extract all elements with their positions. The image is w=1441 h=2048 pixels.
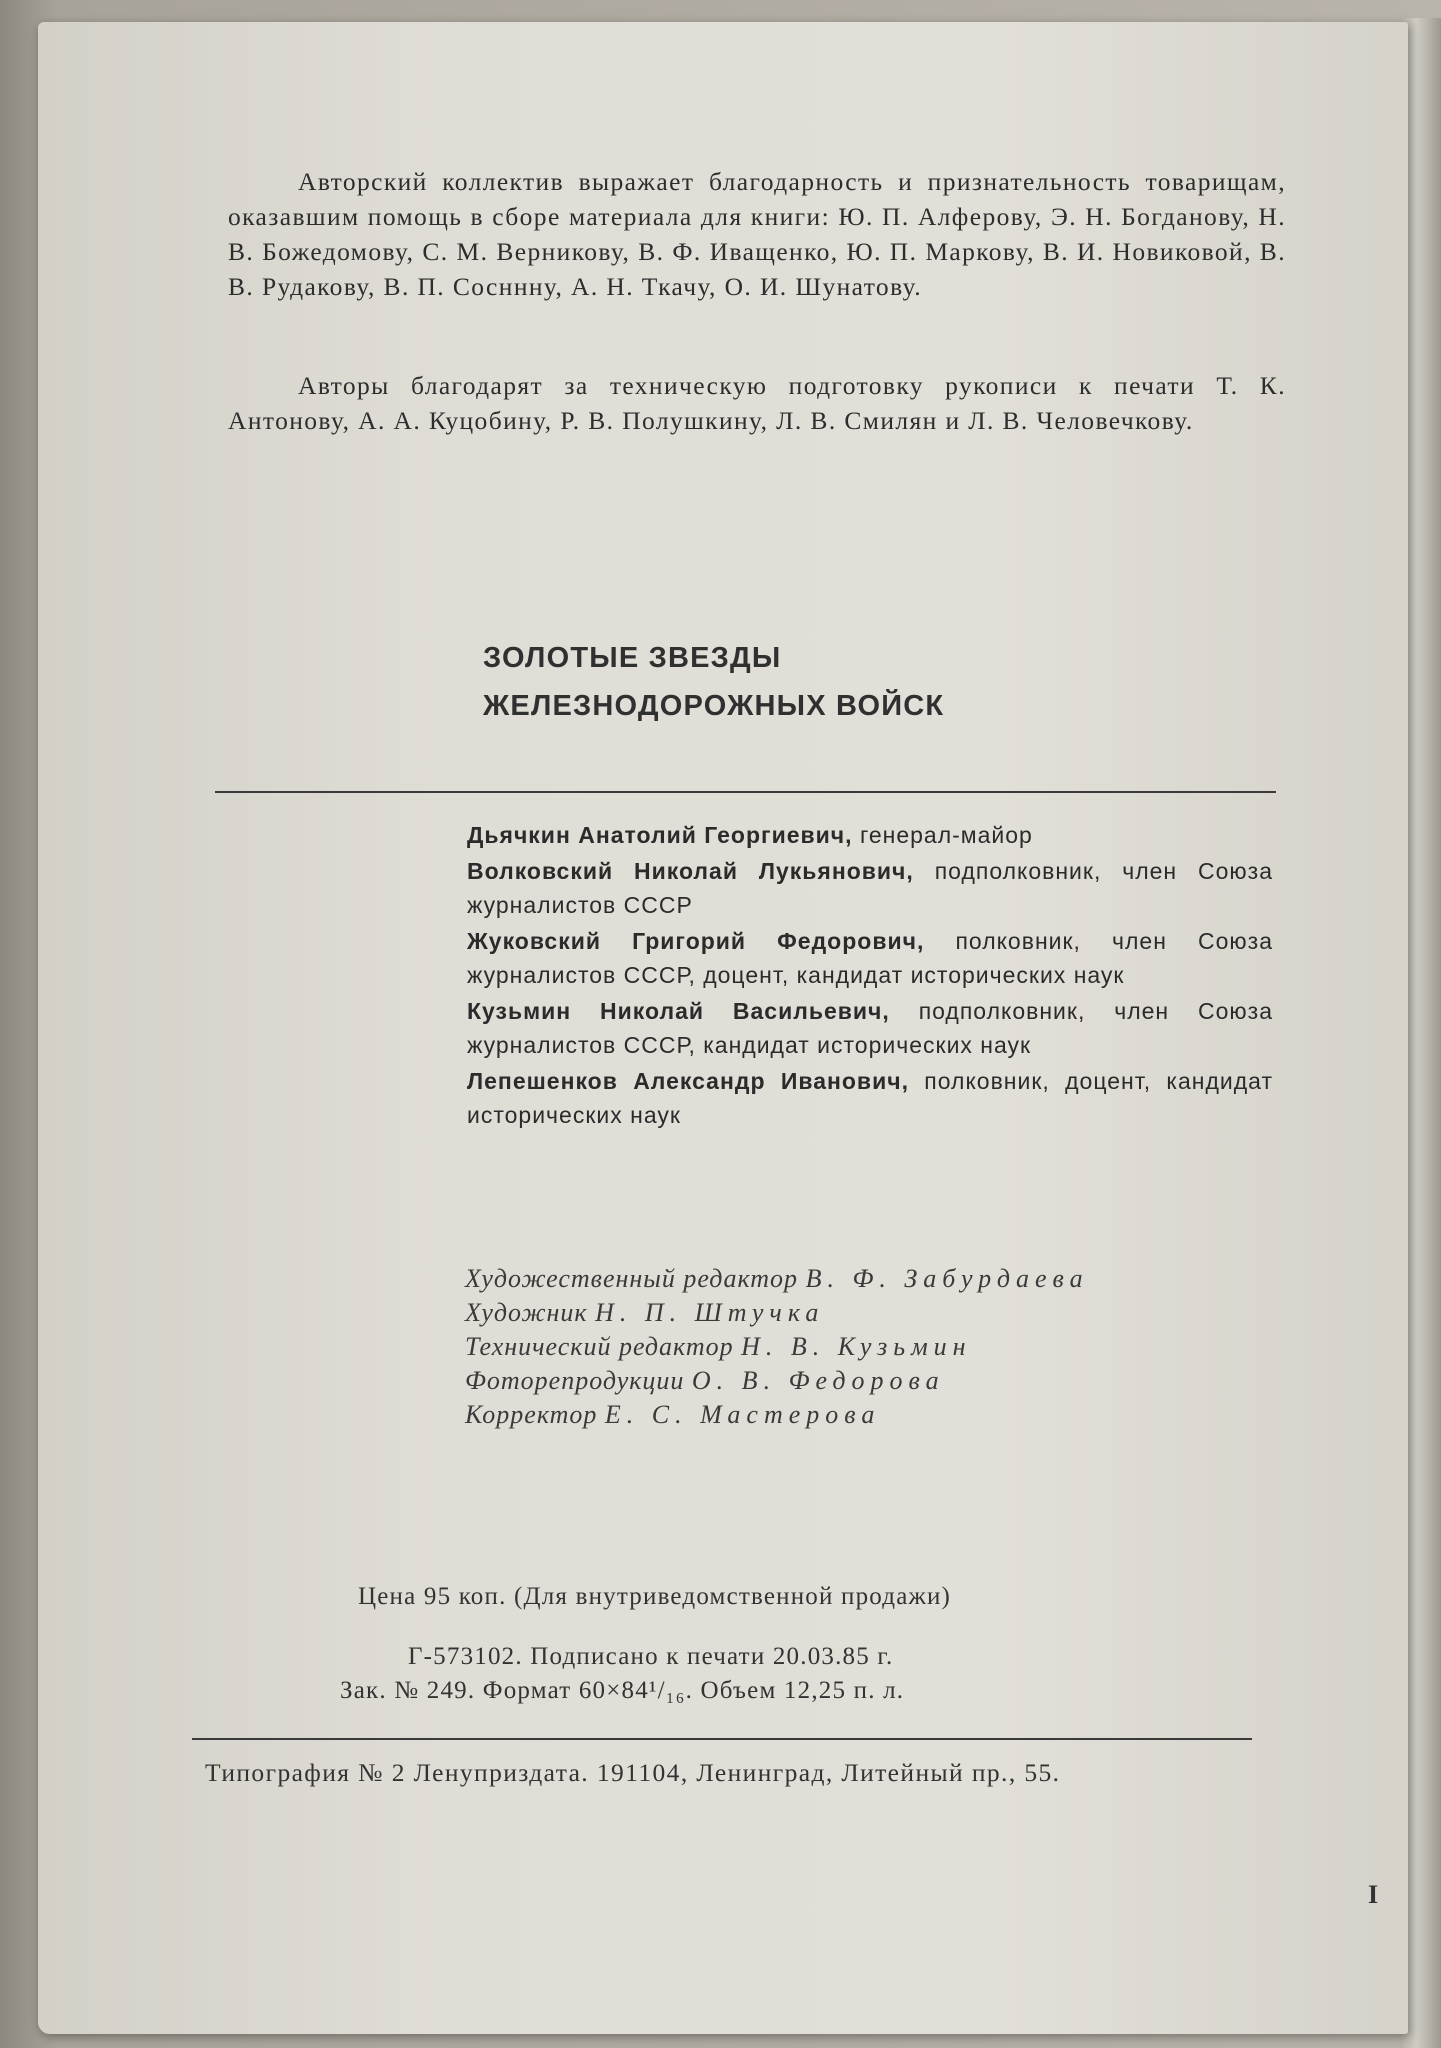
author-role: полковник, доцент, кандидат исторических наук <box>467 1068 1274 1128</box>
author-role: генерал-майор <box>859 822 1033 848</box>
author-list <box>467 818 1273 1134</box>
credit-role: Художественный редактор <box>465 1264 799 1293</box>
printer-line: Типография № 2 Ленуприздата. 191104, Ленинград, Литейный пр., 55. <box>205 1758 1061 1787</box>
author-entry <box>467 818 1273 852</box>
author-name: Дьячкин Анатолий Георгиевич, <box>467 822 853 848</box>
imprint-divider <box>192 1738 1252 1740</box>
production-credits <box>465 1262 1225 1432</box>
credit-role: Технический редактор <box>465 1332 734 1361</box>
credit-role: Фоторепродукции <box>465 1366 685 1395</box>
credit-person: Н. В. Кузьмин <box>741 1332 972 1361</box>
corner-mark: I <box>1368 1880 1379 1909</box>
credit-person: Н. П. Штучка <box>595 1298 825 1327</box>
credit-role: Художник <box>465 1298 588 1327</box>
credit-line <box>465 1296 1225 1330</box>
price-line: Цена 95 коп. (Для внутриведомственной продажи) <box>358 1583 952 1610</box>
credit-person: В. Ф. Забурдаева <box>805 1264 1089 1293</box>
author-role: полковник, член Союза журналистов СССР, доцент, кандидат исторических наук <box>467 928 1273 988</box>
author-name: Лепешенков Александр Иванович, <box>467 1068 909 1094</box>
credit-line <box>465 1398 1225 1432</box>
acknowledgement-paragraph-2: Авторы благодарят за техническую подготовку рукописи к печати Т. К. Антонову, А. А. Куцобину, Р. В. Полушкину, Л. В. Смилян и Л. В. Человечкову. <box>228 371 1286 435</box>
author-entry <box>467 1064 1273 1132</box>
author-entry <box>467 854 1273 922</box>
author-name: Волковский Николай Лукьянович, <box>467 858 914 884</box>
author-role: подполковник, член Союза журналистов СССР, кандидат исторических наук <box>467 998 1274 1058</box>
signed-for-print-line: Г-573102. Подписано к печати 20.03.85 г. <box>408 1643 894 1670</box>
title-divider <box>215 791 1276 793</box>
credit-person: О. В. Федорова <box>691 1366 945 1395</box>
credit-role: Корректор <box>465 1400 598 1429</box>
credit-line <box>465 1262 1225 1296</box>
order-format-line: Зак. № 249. Формат 60×84¹/₁₆. Объем 12,25 п. л. <box>340 1677 905 1704</box>
book-title-line-2: ЖЕЛЕЗНОДОРОЖНЫХ ВОЙСК <box>483 690 945 722</box>
author-entry <box>467 994 1273 1062</box>
credit-line <box>465 1364 1225 1398</box>
credit-person: Е. С. Мастерова <box>604 1400 881 1429</box>
author-name: Кузьмин Николай Васильевич, <box>467 998 890 1024</box>
author-role: подполковник, член Союза журналистов СССР <box>467 858 1274 918</box>
author-entry <box>467 924 1273 992</box>
acknowledgement-paragraph-1: Авторский коллектив выражает благодарность и признательность товарищам, оказавшим помощь в сборе материала для книги: Ю. П. Алферову, Э. Н. Богданову, Н. В. Божедомову, С. М. Верникову, В. Ф. Иващенко, Ю. П. Маркову, В. И. Новиковой, В. В. Рудакову, В. П. Сосннну, А. Н. Ткачу, О. И. Шунатову. <box>228 167 1286 301</box>
author-name: Жуковский Григорий Федорович, <box>467 928 925 954</box>
credit-line <box>465 1330 1225 1364</box>
book-title-line-1: ЗОЛОТЫЕ ЗВЕЗДЫ <box>483 642 782 674</box>
